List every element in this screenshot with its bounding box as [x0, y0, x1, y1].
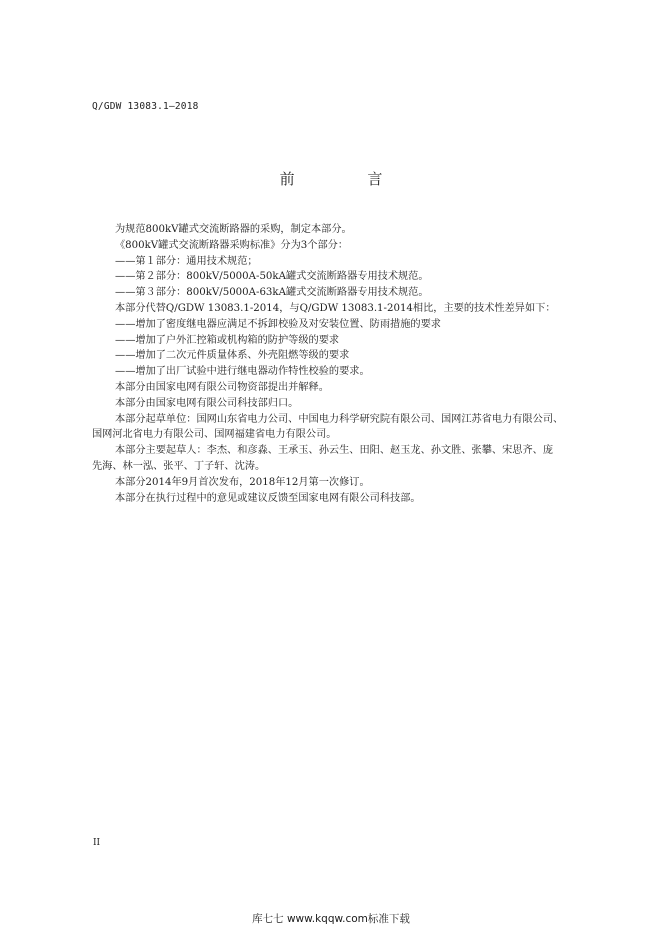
list-item: ——第１部分：通用技术规范； [115, 255, 258, 267]
paragraph-line: 本部分2014年9月首次发布，2018年12月第一次修订。 [115, 476, 370, 488]
list-item: ——增加了户外汇控箱或机构箱的防护等级的要求 [115, 334, 340, 346]
list-item: ——增加了密度继电器应满足不拆卸校验及对安装位置、防雨措施的要求 [115, 318, 441, 330]
paragraph-line: 本部分起草单位：国网山东省电力公司、中国电力科学研究院有限公司、国网江苏省电力有限公司、 [115, 413, 564, 425]
list-item: ——增加了出厂试验中进行继电器动作特性校验的要求。 [115, 366, 370, 378]
paragraph-line: 本部分代替Q/GDW 13083.1-2014，与Q/GDW 13083.1-2014相比，主要的技术性差异如下： [115, 302, 556, 314]
paragraph-line: 《800kV罐式交流断路器采购标准》分为3个部分： [115, 239, 349, 251]
paragraph-line: 先海、林一泓、张平、丁子轩、沈涛。 [92, 460, 266, 472]
paragraph-line: 本部分在执行过程中的意见或建议反馈至国家电网有限公司科技部。 [115, 492, 421, 504]
page-number: II [93, 838, 101, 848]
body-text [92, 222, 582, 506]
paragraph-line: 本部分主要起草人：李杰、和彦淼、王承玉、孙云生、田阳、赵玉龙、孙文胜、张攀、宋思齐、庞 [115, 445, 554, 457]
list-item: ——增加了二次元件质量体系、外壳阻燃等级的要求 [115, 350, 350, 362]
paragraph-line: 本部分由国家电网有限公司物资部提出并解释。 [115, 381, 329, 393]
site-watermark: 库七七 www.kqqw.com标准下载 [252, 913, 410, 925]
paragraph-line: 本部分由国家电网有限公司科技部归口。 [115, 397, 299, 409]
section-title: 前 言 [279, 170, 417, 188]
list-item: ——第３部分：800kV/5000A-63kA罐式交流断路器专用技术规范。 [115, 287, 429, 299]
paragraph-line: 为规范800kV罐式交流断路器的采购，制定本部分。 [115, 224, 352, 235]
document-code: Q/GDW 13083.1—2018 [92, 101, 199, 112]
paragraph-line: 国网河北省电力有限公司、国网福建省电力有限公司。 [92, 429, 337, 441]
list-item: ——第２部分：800kV/5000A-50kA罐式交流断路器专用技术规范。 [115, 271, 429, 283]
